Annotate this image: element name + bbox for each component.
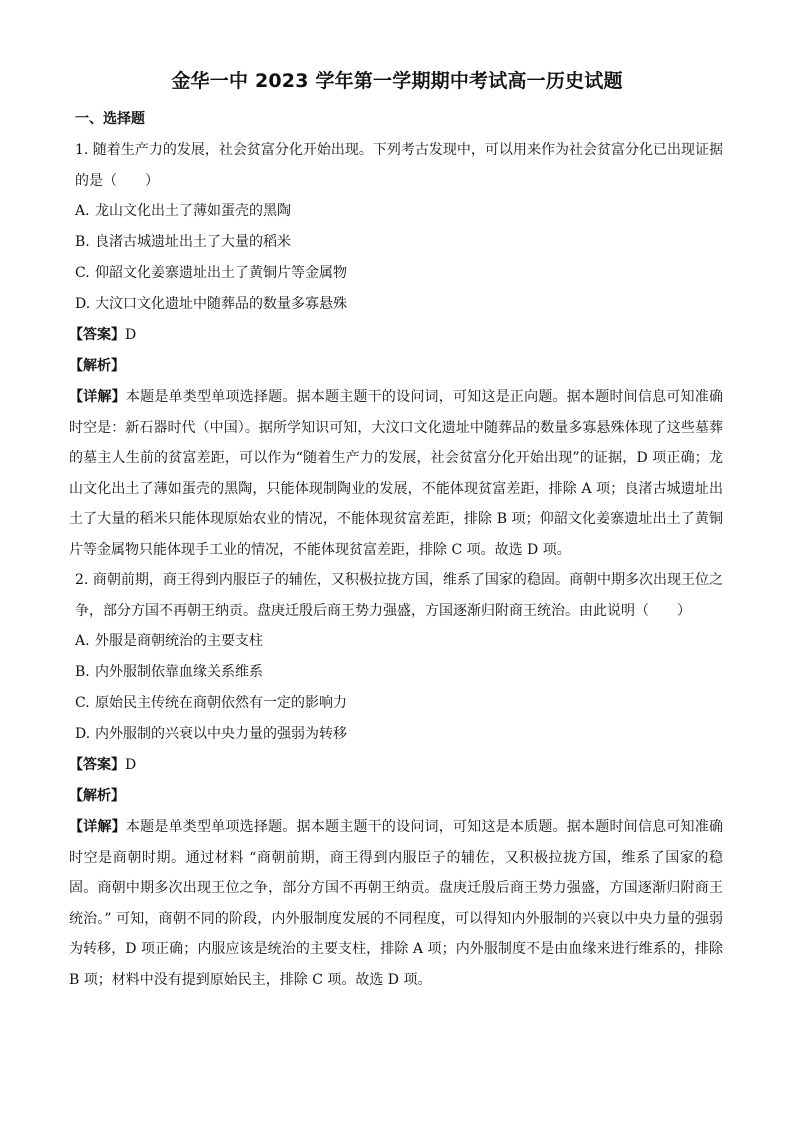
option-text: 原始民主传统在商朝依然有一定的影响力 [95, 695, 347, 711]
question-1-option-d[interactable] [75, 289, 723, 320]
option-text: 龙山文化出土了薄如蛋壳的黑陶 [95, 203, 291, 219]
option-letter: C. [75, 695, 90, 711]
question-1-detail [69, 382, 723, 565]
option-letter: B. [75, 664, 90, 680]
question-2-stem: 2. 商朝前期，商王得到内服臣子的辅佐，又积极拉拢方国，维系了国家的稳固。商朝中期多次出现王位之争，部分方国不再朝王纳贡。盘庚迁殷后商王势力强盛，方国逐渐归附商王统治。由此说明（ ） [75, 572, 723, 619]
detail-text: 本题是单类型单项选择题。据本题主题干的设问词，可知这是本质题。据本题时间信息可知准确时空是商朝时期。通过材料 “商朝前期，商王得到内服臣子的辅佐，又积极拉拢方国，维系了国家的稳固。商朝中期多次出现王位之争，部分方国不再朝王纳贡。盘庚迁殷后商王势力强盛，方国逐渐归附商王统治。” 可知，商朝不同的阶段，内外服制度发展的不同程度，可以得知内外服制的兴衰以中央力量的强弱为转移，D 项正确；内服应该是统治的主要支柱，排除 A 项；内外服制度不是由血缘来进行维系的，排除 B 项；材料中没有提到原始民主，排除 C 项。故选 D 项。 [69, 819, 723, 988]
question-2-analysis [69, 781, 723, 812]
question-1-analysis [69, 351, 723, 382]
question-2-answer [69, 750, 723, 781]
detail-text: 本题是单类型单项选择题。据本题主题干的设问词，可知这是正向题。据本题时间信息可知准确时空是：新石器时代（中国）。据所学知识可知，大汶口文化遗址中随葬品的数量多寡悬殊体现了这些墓葬的墓主人生前的贫富差距，可以作为“随着生产力的发展，社会贫富分化开始出现”的证据，D 项正确；龙山文化出土了薄如蛋壳的黑陶，只能体现制陶业的发展，不能体现贫富差距，排除 A 项；良渚古城遗址出土了大量的稻米只能体现原始农业的情况，不能体现贫富差距，排除 B 项；仰韶文化姜寨遗址出土了黄铜片等金属物只能体现手工业的情况，不能体现贫富差距，排除 C 项。故选 D 项。 [69, 389, 723, 558]
answer-tag: 【答案】 [69, 327, 125, 343]
option-letter: D. [75, 296, 91, 312]
question-1-option-b[interactable] [75, 227, 723, 258]
option-letter: A. [75, 203, 90, 219]
option-letter: A. [75, 633, 90, 649]
analysis-tag: 【解析】 [69, 788, 125, 804]
question-2-option-b[interactable] [75, 657, 723, 688]
option-text: 大汶口文化遗址中随葬品的数量多寡悬殊 [95, 296, 347, 312]
section-heading: 一、选择题 [75, 111, 145, 127]
option-text: 外服是商朝统治的主要支柱 [95, 633, 263, 649]
detail-tag: 【详解】 [69, 389, 126, 405]
option-letter: D. [75, 726, 91, 742]
question-2-option-c[interactable] [75, 688, 723, 719]
option-text: 仰韶文化姜寨遗址出土了黄铜片等金属物 [95, 265, 347, 281]
answer-value: D [125, 327, 137, 343]
question-1-stem: 1. 随着生产力的发展，社会贫富分化开始出现。下列考古发现中，可以用来作为社会贫富分化已出现证据的是（ ） [75, 142, 723, 189]
option-letter: C. [75, 265, 90, 281]
exam-content [69, 104, 723, 995]
question-2-option-a[interactable] [75, 626, 723, 657]
question-1-option-c[interactable] [75, 258, 723, 289]
question-1-option-a[interactable] [75, 196, 723, 227]
analysis-tag: 【解析】 [69, 358, 125, 374]
option-letter: B. [75, 234, 90, 250]
question-1-answer [69, 320, 723, 351]
page-title: 金华一中 2023 学年第一学期期中考试高一历史试题 [171, 70, 623, 92]
option-text: 良渚古城遗址出土了大量的稻米 [95, 234, 291, 250]
question-2-detail [69, 812, 723, 995]
option-text: 内外服制依靠血缘关系维系 [95, 664, 263, 680]
answer-tag: 【答案】 [69, 757, 125, 773]
answer-value: D [125, 757, 137, 773]
option-text: 内外服制的兴衰以中央力量的强弱为转移 [95, 726, 347, 742]
detail-tag: 【详解】 [69, 819, 126, 835]
question-2-option-d[interactable] [75, 719, 723, 750]
